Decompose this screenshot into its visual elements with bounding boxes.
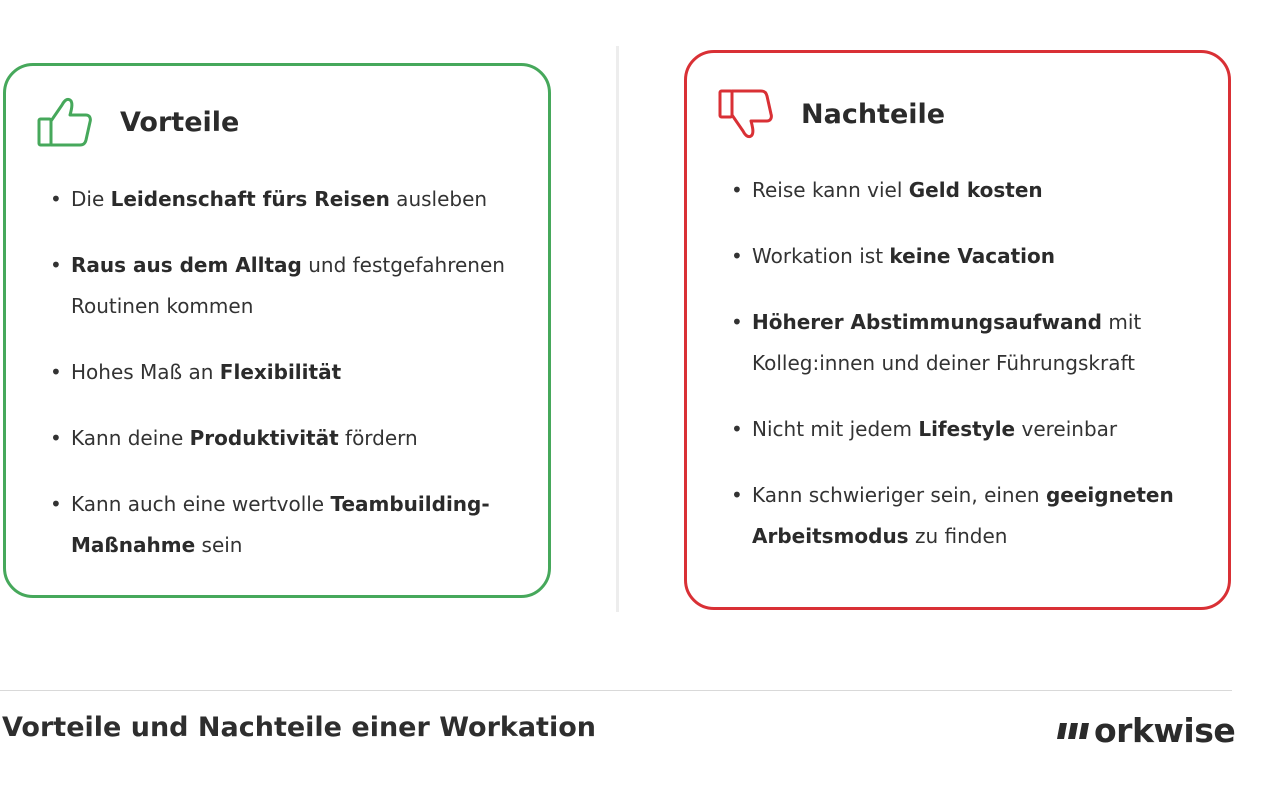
bold-text: Flexibilität bbox=[219, 360, 342, 384]
cons-list bbox=[731, 170, 1196, 582]
thumbs-up-icon bbox=[36, 96, 92, 148]
text: Hohes Maß an bbox=[71, 360, 220, 384]
text: Reise kann viel bbox=[752, 178, 909, 202]
text: vereinbar bbox=[1015, 417, 1118, 441]
thumbs-down-icon bbox=[717, 88, 773, 140]
text: fördern bbox=[338, 426, 418, 450]
list-item bbox=[50, 484, 520, 566]
text: Die bbox=[71, 187, 111, 211]
bold-text: geeigneten Arbeitsmodus bbox=[752, 483, 1174, 548]
text: zu finden bbox=[908, 524, 1008, 548]
bold-text: Produktivität bbox=[189, 426, 339, 450]
text: Kann deine bbox=[71, 426, 190, 450]
list-item bbox=[731, 170, 1196, 211]
pros-title: Vorteile bbox=[120, 106, 240, 138]
list-item bbox=[731, 409, 1196, 450]
bold-text: Raus aus dem Alltag bbox=[71, 253, 302, 277]
column-divider bbox=[616, 46, 619, 612]
bold-text: Höherer Abstimmungsaufwand bbox=[752, 310, 1102, 334]
list-item bbox=[731, 236, 1196, 277]
text: sein bbox=[195, 533, 243, 557]
cons-title: Nachteile bbox=[801, 98, 946, 130]
list-item bbox=[731, 475, 1196, 557]
brand-logo bbox=[1056, 708, 1235, 752]
bold-text: keine Vacation bbox=[889, 244, 1055, 268]
bold-text: Teambuilding-Maßnahme bbox=[71, 492, 490, 557]
brand-wordmark: orkwise bbox=[1094, 710, 1236, 750]
bold-text: Geld kosten bbox=[908, 178, 1043, 202]
list-item bbox=[731, 302, 1196, 384]
text: ausleben bbox=[389, 187, 488, 211]
text: und festgefahrenen Routinen kommen bbox=[71, 253, 505, 318]
workwise-logo-icon bbox=[1056, 715, 1096, 745]
cons-card bbox=[684, 50, 1231, 610]
bold-text: Leidenschaft fürs Reisen bbox=[110, 187, 390, 211]
list-item bbox=[50, 418, 520, 459]
caption: Vorteile und Nachteile einer Workation bbox=[2, 712, 596, 743]
list-item bbox=[50, 352, 520, 393]
pros-list bbox=[50, 179, 520, 591]
text: mit Kolleg:innen und deiner Führungskraft bbox=[752, 310, 1142, 375]
text: Workation ist bbox=[752, 244, 890, 268]
cons-header bbox=[717, 88, 945, 140]
bold-text: Lifestyle bbox=[918, 417, 1016, 441]
text: Nicht mit jedem bbox=[752, 417, 919, 441]
pros-card bbox=[3, 63, 551, 598]
text: Kann schwieriger sein, einen bbox=[752, 483, 1046, 507]
pros-header bbox=[36, 96, 239, 148]
list-item bbox=[50, 245, 520, 327]
footer-divider bbox=[0, 690, 1232, 691]
text: Kann auch eine wertvolle bbox=[71, 492, 331, 516]
list-item bbox=[50, 179, 520, 220]
